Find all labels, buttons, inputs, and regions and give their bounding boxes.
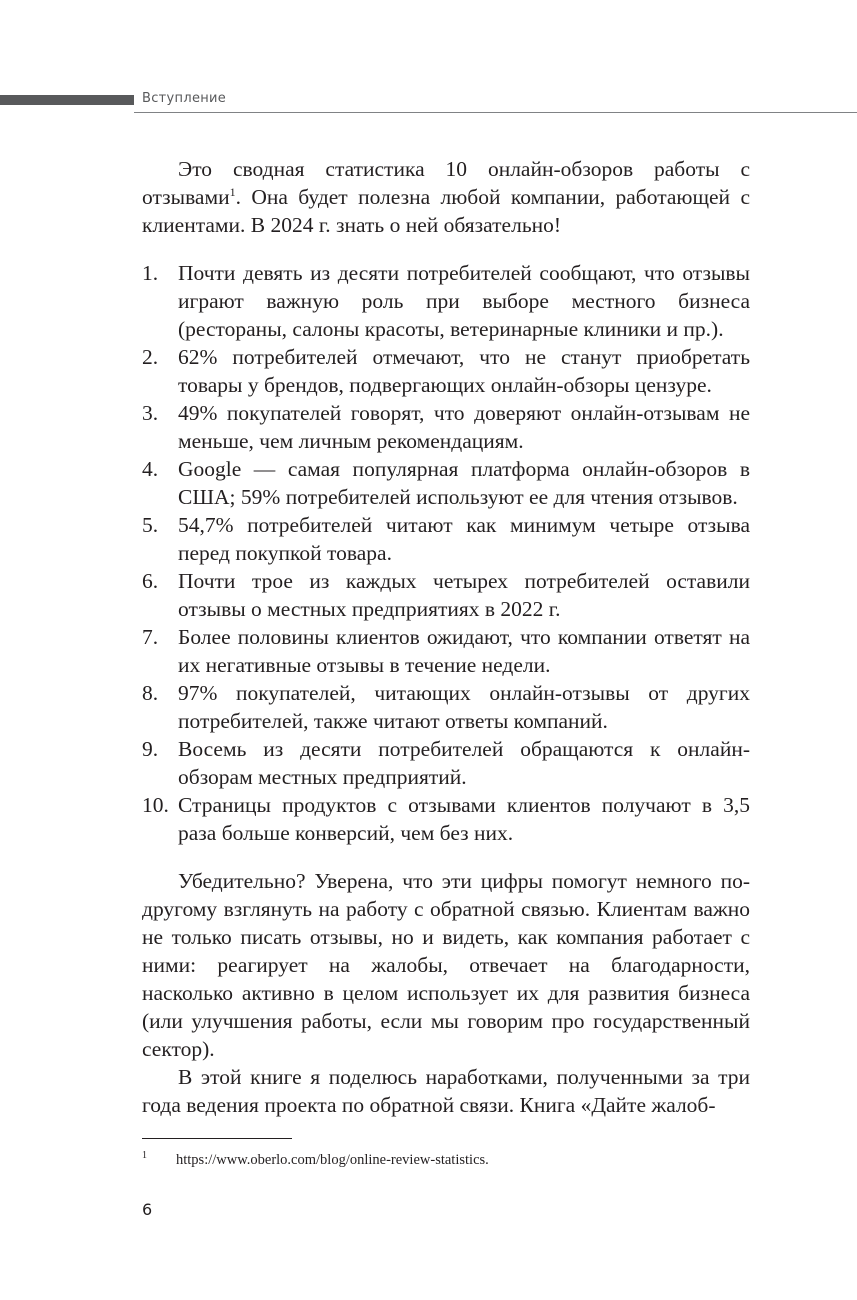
list-item-text: 49% покупателей говорят, что доверяют онлайн-отзывам не меньше, чем личным рекомендациям. (178, 401, 750, 453)
intro-text-continued: . Она будет полезна любой компании, работающей с клиентами. В 2024 г. знать о ней обязательно! (142, 185, 750, 237)
list-item-text: Почти трое из каждых четырех потребителей оставили отзывы о местных предприятиях в 2022 г. (178, 569, 750, 621)
list-item-text: 54,7% потребителей читают как минимум четыре отзыва перед покупкой товара. (178, 513, 750, 565)
list-item-text: Почти девять из десяти потребителей сообщают, что отзывы играют важную роль при выборе местного бизнеса (рестораны, салоны красоты, ветеринарные клиники и пр.). (178, 261, 750, 341)
footnote-rule (142, 1138, 292, 1139)
intro-paragraph (142, 155, 750, 239)
running-header-title: Вступление (142, 91, 227, 106)
list-item-text: 62% потребителей отмечают, что не станут приобретать товары у брендов, подвергающих онлайн-обзоры цензуре. (178, 345, 750, 397)
list-item (142, 623, 750, 679)
statistics-list (142, 259, 750, 847)
list-item-number: 7. (142, 625, 159, 649)
list-item (142, 259, 750, 343)
list-item-number: 9. (142, 737, 159, 761)
header-rule (134, 112, 857, 113)
list-item-number: 8. (142, 681, 159, 705)
list-item-number: 4. (142, 457, 159, 481)
list-item-text: 97% покупателей, читающих онлайн-отзывы от других потребителей, также читают ответы компаний. (178, 681, 750, 733)
footnote-reference[interactable]: 1 (229, 184, 236, 199)
intro-text: Это сводная статистика 10 онлайн-обзоров работы с отзывами (142, 157, 750, 209)
body-paragraph: Убедительно? Уверена, что эти цифры помогут немного по-другому взглянуть на работу с обратной связью. Клиентам важно не только писать отзывы, но и видеть, как компания работает с ними: реагирует на жалобы, отвечает на благодарности, насколько активно в целом использует их для развития бизнеса (или улучшения работы, если мы говорим про государственный сектор). (142, 869, 750, 1061)
list-item (142, 511, 750, 567)
list-item-text: Страницы продуктов с отзывами клиентов получают в 3,5 раза больше конверсий, чем без них. (178, 793, 750, 845)
list-item (142, 791, 750, 847)
list-item (142, 735, 750, 791)
list-item (142, 567, 750, 623)
footnote (142, 1150, 489, 1169)
list-item-number: 1. (142, 261, 159, 285)
list-item (142, 679, 750, 735)
list-item-number: 6. (142, 569, 159, 593)
footnote-mark: 1 (142, 1150, 147, 1161)
list-item-text: Google — самая популярная платформа онлайн-обзоров в США; 59% потребителей используют ее для чтения отзывов. (178, 457, 750, 509)
body-paragraph: В этой книге я поделюсь наработками, полученными за три года ведения проекта по обратной связи. Книга «Дайте жалоб- (142, 1065, 750, 1117)
footnote-link[interactable]: https://www.oberlo.com/blog/online-review-statistics. (176, 1151, 489, 1168)
list-item (142, 343, 750, 399)
list-item (142, 455, 750, 511)
list-item-number: 2. (142, 345, 159, 369)
page-number: 6 (142, 1200, 153, 1219)
list-item-text: Более половины клиентов ожидают, что компании ответят на их негативные отзывы в течение недели. (178, 625, 750, 677)
list-item-number: 5. (142, 513, 159, 537)
list-item-text: Восемь из десяти потребителей обращаются к онлайн-обзорам местных предприятий. (178, 737, 750, 789)
list-item-number: 10. (142, 793, 169, 817)
main-text (142, 155, 750, 1119)
list-item (142, 399, 750, 455)
list-item-number: 3. (142, 401, 159, 425)
header-bar (0, 95, 134, 105)
